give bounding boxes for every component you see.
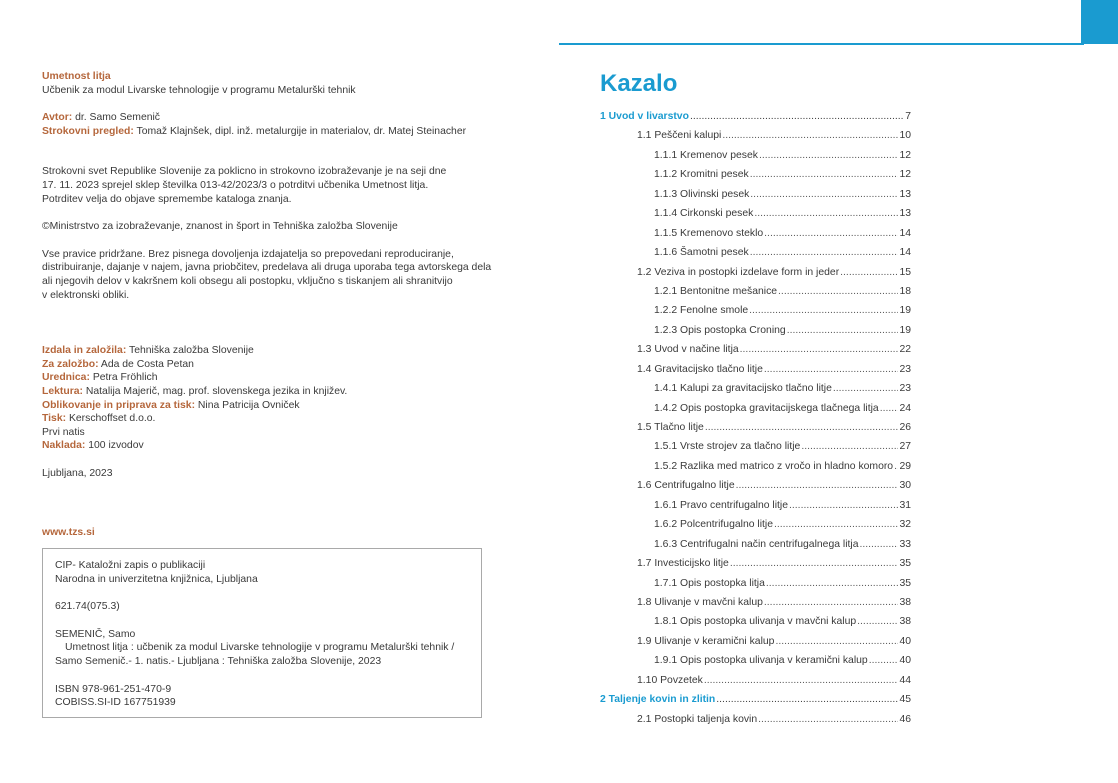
cip-cobiss: COBISS.SI-ID 167751939 [55,697,176,709]
toc-item-page: 14 [899,227,911,239]
cip-line-1: CIP- Kataložni zapis o publikaciji [55,560,206,571]
toc-page [559,0,1118,783]
toc-list [600,107,911,729]
toc-leader-dots [787,321,899,340]
toc-item-title: 1.1.1 Kremenov pesek [654,149,758,161]
toc-leader-dots [704,671,899,690]
toc-item-title: 1.2.3 Opis postopka Croning [654,324,786,336]
toc-item-page: 12 [899,169,911,181]
toc-item-page: 45 [899,694,911,706]
toc-item[interactable] [600,418,911,437]
toc-item-page: 40 [899,655,911,667]
for-publisher-label: Za založbo: [42,358,99,370]
cip-author: SEMENIČ, Samo [55,628,136,640]
toc-item-page: 18 [899,285,911,297]
toc-item[interactable] [600,282,911,301]
header-corner-block [1081,0,1118,44]
review-line [42,125,522,139]
header-rule [559,43,1084,45]
website-link[interactable]: www.tzs.si [42,527,95,538]
rights-line-1: Vse pravice pridržane. Brez pisnega dovoljenja izdajatelja so prepovedani reproduciranje, [42,248,454,260]
toc-item[interactable] [600,165,911,184]
toc-item-title: 1.2.1 Bentonitne mešanice [654,285,778,297]
toc-title: Kazalo [600,70,678,97]
toc-leader-dots [749,301,898,320]
toc-item[interactable] [600,126,911,145]
toc-item-page: 19 [899,324,911,336]
book-subtitle: Učbenik za modul Livarske tehnologije v programu Metalurški tehnik [42,84,356,96]
toc-item-page: 38 [899,596,911,608]
toc-leader-dots [690,107,904,126]
toc-item-title: 1.8 Ulivanje v mavčni kalup [637,596,763,608]
editor-label: Urednica: [42,372,90,384]
toc-item-title: 1.4.2 Opis postopka gravitacijskega tlačnega litja [654,402,879,414]
toc-item[interactable] [600,593,911,612]
proof-label: Lektura: [42,385,83,397]
copies-label: Naklada: [42,440,86,452]
toc-item[interactable] [600,321,911,340]
proof-line [42,385,522,399]
proof-value: Natalija Majerič, mag. prof. slovenskega jezika in književ. [85,385,348,397]
toc-leader-dots [750,243,899,262]
toc-item[interactable] [600,224,911,243]
toc-item-title: 1.3 Uvod v načine litja [637,344,739,356]
toc-item-title: 1.9 Ulivanje v keramični kalup [637,635,775,647]
design-line [42,399,522,413]
toc-item-title: 1.8.1 Opis postopka ulivanja v mavčni kalup [654,616,857,628]
toc-item[interactable] [600,301,911,320]
toc-item-page: 13 [899,188,911,200]
toc-item-page: 40 [899,635,911,647]
cip-line-2: Narodna in univerzitetna knjižnica, Ljubljana [55,573,258,585]
toc-item-title: 2.1 Postopki taljenja kovin [637,713,758,725]
toc-item-title: 1.1.5 Kremenovo steklo [654,227,764,239]
toc-item[interactable] [600,476,911,495]
toc-item-page: 7 [905,111,911,122]
toc-item-title: 1.6.1 Pravo centrifugalno litje [654,499,789,511]
toc-leader-dots [759,146,898,165]
toc-item-title: 1.6.2 Polcentrifugalno litje [654,519,773,531]
toc-leader-dots [716,690,898,709]
toc-item-title: 1.7 Investicijsko litje [637,558,729,570]
toc-item[interactable] [600,574,911,593]
edition-line: Prvi natis [42,426,85,438]
approval-line-1: Strokovni svet Republike Slovenije za poklicno in strokovno izobraževanje je na seji dne [42,166,447,178]
cip-isbn: ISBN 978-961-251-470-9 [55,683,172,695]
toc-item[interactable] [600,340,911,359]
toc-leader-dots [869,651,899,670]
toc-item[interactable] [600,399,911,418]
toc-item[interactable] [600,515,911,534]
cip-desc-1: Umetnost litja : učbenik za modul Livarske tehnologije v programu Metalurški tehnik / [65,642,455,654]
for-publisher-value: Ada de Costa Petan [100,358,194,370]
toc-leader-dots [750,165,899,184]
cip-desc-2: Samo Semenič.- 1. natis.- Ljubljana : Tehniška založba Slovenije, 2023 [55,655,382,667]
toc-item-page: 23 [899,363,911,375]
toc-item-page: 35 [899,577,911,589]
toc-leader-dots [730,554,899,573]
toc-leader-dots [764,593,899,612]
place-year: Ljubljana, 2023 [42,467,113,479]
copyright-line: ©Ministrstvo za izobraževanje, znanost in šport in Tehniška založba Slovenije [42,221,398,233]
toc-item-title: 2 Taljenje kovin in zlitin [600,694,716,706]
toc-item-title: 1 Uvod v livarstvo [600,111,689,122]
toc-item-title: 1.1.4 Cirkonski pesek [654,208,754,220]
toc-item-page: 10 [899,130,911,142]
editor-line [42,371,522,385]
author-line [42,111,522,125]
toc-item-page: 46 [899,713,911,725]
toc-item-page: 38 [899,616,911,628]
toc-leader-dots [766,574,899,593]
toc-item-title: 1.2 Veziva in postopki izdelave form in jeder [637,266,840,278]
toc-item[interactable] [600,204,911,223]
rights-line-3: ali njegovih delov v kakršnem koli obsegu ali postopku, vključno s tiskanjem ali shranitvijo [42,275,453,287]
print-label: Tisk: [42,413,67,425]
print-value: Kerschoffset d.o.o. [68,413,156,425]
publisher-value: Tehniška založba Slovenije [129,345,254,357]
toc-leader-dots [740,340,899,359]
rights-line-2: distribuiranje, dajanje v najem, javna priobčitev, predelava ali druga uporaba tega avtorskega dela [42,262,492,274]
toc-item-page: 23 [899,383,911,395]
toc-leader-dots [775,632,898,651]
toc-item-page: 26 [899,422,911,433]
toc-leader-dots [750,185,898,204]
toc-leader-dots [774,515,898,534]
toc-leader-dots [880,399,899,418]
toc-item-page: 24 [899,402,911,414]
toc-item-title: 1.4.1 Kalupi za gravitacijsko tlačno litje [654,383,832,395]
toc-leader-dots [764,360,899,379]
toc-leader-dots [789,496,898,515]
toc-item-page: 29 [899,460,911,472]
author-label: Avtor: [42,112,73,124]
toc-item-title: 1.9.1 Opis postopka ulivanja v keramični kalup [654,655,868,667]
toc-leader-dots [840,263,898,282]
toc-item[interactable] [600,379,911,398]
toc-item[interactable] [600,554,911,573]
toc-item-title: 1.1.3 Olivinski pesek [654,188,750,200]
toc-item[interactable] [600,457,911,476]
copies-value: 100 izvodov [88,440,144,452]
toc-item-page: 22 [899,344,911,356]
toc-leader-dots [801,437,898,456]
author-value: dr. Samo Semenič [75,112,161,124]
toc-leader-dots [859,535,898,554]
toc-item-title: 1.4 Gravitacijsko tlačno litje [637,363,763,375]
toc-item[interactable] [600,360,911,379]
toc-item-title: 1.6 Centrifugalno litje [637,480,735,492]
design-value: Nina Patricija Ovniček [197,399,300,411]
toc-item-page: 35 [899,558,911,570]
publisher-label: Izdala in založila: [42,345,127,357]
imprint-block [42,70,522,480]
toc-item-page: 32 [899,519,911,531]
toc-leader-dots [857,612,898,631]
toc-leader-dots [833,379,899,398]
toc-item[interactable] [600,185,911,204]
review-label: Strokovni pregled: [42,125,134,137]
toc-item-page: 15 [899,266,911,278]
toc-item-title: 1.5.2 Razlika med matrico z vročo in hladno komoro [654,460,894,472]
toc-item-title: 1.10 Povzetek [637,674,703,686]
toc-leader-dots [758,710,898,729]
toc-item-page: 44 [899,674,911,686]
toc-item[interactable] [600,710,911,729]
toc-leader-dots [722,126,898,145]
cip-udc: 621.74(075.3) [55,601,120,613]
toc-item[interactable] [600,690,911,709]
toc-item[interactable] [600,107,911,126]
toc-item[interactable] [600,496,911,515]
print-line [42,412,522,426]
for-publisher-line [42,358,522,372]
toc-leader-dots [894,457,898,476]
toc-item-page: 31 [899,499,911,511]
toc-item[interactable] [600,671,911,690]
publisher-line [42,344,522,358]
toc-item[interactable] [600,437,911,456]
toc-item-title: 1.5.1 Vrste strojev za tlačno litje [654,441,801,453]
toc-item-page: 27 [899,441,911,453]
toc-item-title: 1.1.6 Šamotni pesek [654,247,749,259]
cip-record-box [42,548,482,718]
toc-item-page: 14 [899,247,911,259]
toc-item-title: 1.1.2 Kromitni pesek [654,169,749,181]
design-label: Oblikovanje in priprava za tisk: [42,399,196,411]
toc-item-title: 1.5 Tlačno litje [637,422,704,433]
toc-item-page: 30 [899,480,911,492]
copies-line [42,439,522,453]
toc-item[interactable] [600,612,911,631]
toc-item-title: 1.6.3 Centrifugalni način centrifugalnega litja [654,538,859,550]
toc-item-page: 12 [899,149,911,161]
toc-item[interactable] [600,632,911,651]
toc-item-page: 13 [899,208,911,220]
toc-item-page: 19 [899,305,911,317]
approval-line-3: Potrditev velja do objave spremembe kataloga znanja. [42,193,292,205]
toc-item[interactable] [600,243,911,262]
toc-item[interactable] [600,263,911,282]
toc-item-page: 33 [899,538,911,550]
toc-leader-dots [736,476,899,495]
toc-leader-dots [778,282,898,301]
rights-line-4: v elektronski obliki. [42,289,130,301]
toc-item[interactable] [600,535,911,554]
toc-item-title: 1.7.1 Opis postopka litja [654,577,765,589]
toc-item-title: 1.1 Peščeni kalupi [637,130,722,142]
editor-value: Petra Fröhlich [92,372,158,384]
toc-leader-dots [764,224,898,243]
toc-item-title: 1.2.2 Fenolne smole [654,305,749,317]
book-title: Umetnost litja [42,71,111,82]
toc-item[interactable] [600,146,911,165]
toc-leader-dots [754,204,898,223]
toc-item[interactable] [600,651,911,670]
toc-leader-dots [705,418,899,437]
review-value: Tomaž Klajnšek, dipl. inž. metalurgije in materialov, dr. Matej Steinacher [136,125,467,137]
approval-line-2: 17. 11. 2023 sprejel sklep številka 013-42/2023/3 o potrditvi učbenika Umetnost litja. [42,179,429,191]
